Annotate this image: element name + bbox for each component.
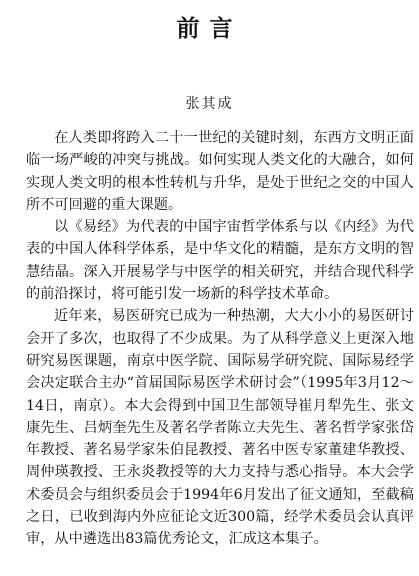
paragraph: 近年来，易医研究已成为一种热潮，大大小小的易医研讨会开了多次，也取得了不少成果。为了从科学意义上更深入地研究易医课题，南京中医学院、国际易学研究院、国际易经学会决定联合主办“首届国际易医学术研讨会”（1995年3月12～14日，南京）。本大会得到中国卫生部领导崔月犁先生、张文康先生、吕炳奎先生及著名学者陈立夫先生、著名哲学家张岱年教授、著名易学家朱伯昆教授、著名中医专家董建华教授、周仲瑛教授、王永炎教授等的大力支持与悉心指导。本大会学术委员会与组织委员会于1994年6月发出了征文通知，至截稿之日，已收到海内外应征论文近300篇，经学术委员会认真评审，从中遴选出83篇优秀论文，汇成这本集子。 [26, 308, 414, 548]
author-name: 张其成 [185, 96, 234, 112]
page-title: 前言 [176, 16, 243, 42]
body-text [26, 127, 414, 551]
paragraph: 以《易经》为代表的中国宇宙哲学体系与以《内经》为代表的中国人体科学体系，是中华文化的精髓，是东方文明的智慧结晶。深入开展易学与中医学的相关研究，并结合现代科学的前沿探讨，将可能引发一场新的科学技术革命。 [26, 219, 414, 303]
paragraph: 在人类即将跨入二十一世纪的关键时刻，东西方文明正面临一场严峻的冲突与挑战。如何实现人类文化的大融合，如何实现人类文明的根本性转机与升华，是处于世纪之交的中国人所不可回避的重大课题。 [26, 130, 414, 213]
